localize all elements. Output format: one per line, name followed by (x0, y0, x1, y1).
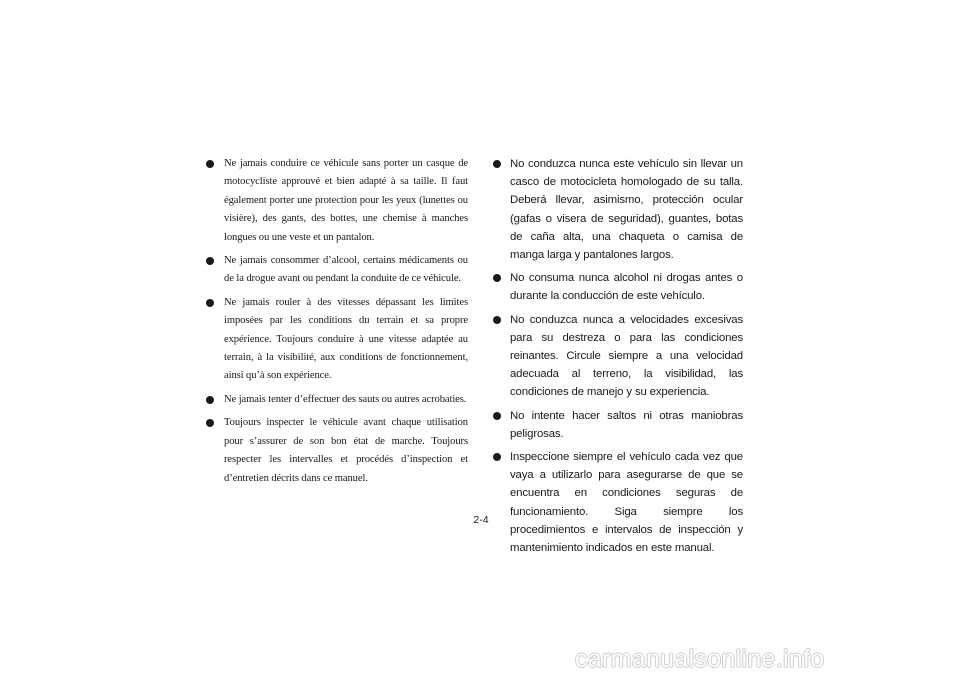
bullet-icon (493, 453, 501, 461)
list-item (493, 311, 743, 402)
bullet-icon (493, 274, 501, 282)
list-item (206, 252, 468, 289)
bullet-icon (493, 412, 501, 420)
list-item (206, 155, 468, 247)
warning-text: Inspeccione siempre el vehículo cada vez que vaya a utilizarlo para asegurarse de que se encuentra en condiciones seguras de funcionamiento. Siga siempre los procedimientos e intervalos de inspección y mantenimiento indicados en este manual. (510, 451, 743, 555)
watermark: carmanualsonline.info (575, 645, 825, 673)
warning-text: Ne jamais tenter d’effectuer des sauts ou autres acrobaties. (224, 393, 467, 405)
bullet-icon (493, 160, 501, 168)
warning-text: No consuma nunca alcohol ni drogas antes o durante la conducción de este vehículo. (510, 272, 743, 303)
french-warning-list (206, 155, 468, 493)
warning-text: No intente hacer saltos ni otras maniobras peligrosas. (510, 409, 743, 440)
bullet-icon (493, 316, 501, 324)
warning-text: Ne jamais conduire ce véhicule sans porter un casque de motocycliste approuvé et bien adapté à sa taille. Il faut également porter une protection pour les yeux (lunettes ou visière), des gants, des bottes, une chemise à manches longues ou une veste et un pantalon. (224, 158, 468, 243)
spanish-warning-list (493, 155, 743, 562)
list-item (206, 414, 468, 488)
page-number: 2-4 (473, 514, 489, 526)
list-item (493, 407, 743, 443)
bullet-icon (206, 419, 214, 427)
warning-text: No conduzca nunca este vehículo sin llevar un casco de motocicleta homologado de su talla. Deberá llevar, asimismo, protección ocular (gafas o visera de seguridad), guantes, botas de caña alta, una chaqueta o camisa de manga larga y pantalones largos. (510, 158, 743, 262)
warning-text: Ne jamais rouler à des vitesses dépassant les limites imposées par les conditions du terrain et sa propre expérience. Toujours conduire à une vitesse adaptée au terrain, à la visibilité, aux conditions de fonctionnement, ainsi qu’à son expérience. (224, 296, 468, 382)
list-item (206, 294, 468, 386)
warning-text: Ne jamais consommer d’alcool, certains médicaments ou de la drogue avant ou pendant la conduite de ce véhicule. (224, 255, 468, 285)
bullet-icon (206, 299, 214, 307)
list-item (493, 448, 743, 557)
bullet-icon (206, 160, 214, 168)
list-item (493, 269, 743, 305)
warning-text: No conduzca nunca a velocidades excesivas para su destreza o para las condiciones reinantes. Circule siempre a una velocidad adecuada al terreno, la visibilidad, las condiciones de manejo y su experiencia. (510, 313, 743, 399)
list-item (493, 155, 743, 264)
bullet-icon (206, 257, 214, 265)
bullet-icon (206, 396, 214, 404)
warning-text: Toujours inspecter le véhicule avant chaque utilisation pour s’assurer de son bon état de marche. Toujours respecter les intervalles et procédés d’inspection et d’entretien décrits dans ce manuel. (224, 417, 468, 484)
list-item (206, 391, 468, 409)
